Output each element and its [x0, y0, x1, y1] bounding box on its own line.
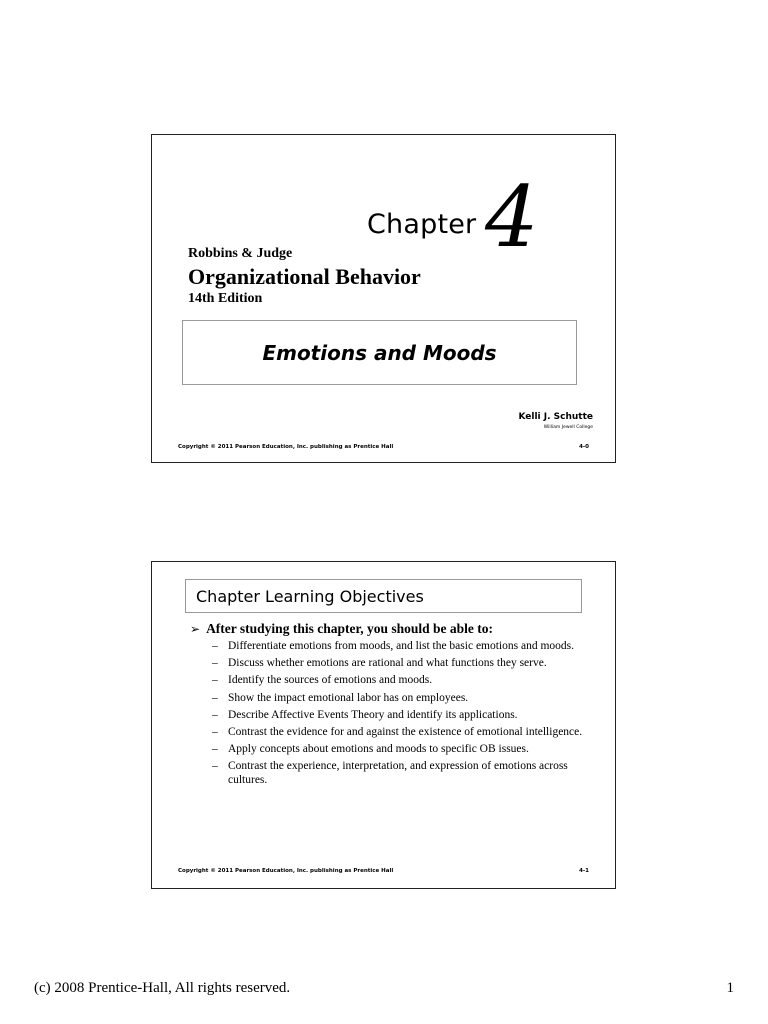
objectives-lead-text: After studying this chapter, you should be able to: — [206, 621, 493, 636]
objectives-list — [212, 640, 584, 791]
list-item: – Apply concepts about emotions and moods to specific OB issues. — [212, 743, 529, 756]
slide-number: 4-0 — [579, 444, 589, 450]
list-item: – Differentiate emotions from moods, and list the basic emotions and moods. — [212, 640, 575, 652]
presenter-name: Kelli J. Schutte — [518, 412, 593, 422]
edition: 14th Edition — [188, 291, 263, 306]
slide-copyright: Copyright © 2011 Pearson Education, Inc. publishing as Prentice Hall — [178, 444, 394, 450]
list-item: – Discuss whether emotions are rational and what functions they serve. — [212, 657, 547, 670]
page-footer: (c) 2008 Prentice-Hall, All rights reserved. — [34, 980, 291, 996]
list-item: – Show the impact emotional labor has on employees. — [212, 691, 469, 704]
chapter-title-box — [182, 320, 577, 385]
presenter-institution: William Jewell College — [543, 425, 593, 430]
list-item: – Contrast the experience, interpretation, and expression of emotions across cultures. — [212, 760, 568, 786]
chapter-label: Chapter — [367, 209, 477, 240]
chapter-number: 4 — [485, 168, 539, 266]
slide-number: 4-1 — [579, 868, 589, 874]
objectives-slide — [151, 561, 616, 889]
authors: Robbins & Judge — [188, 246, 293, 261]
objectives-header: Chapter Learning Objectives — [185, 579, 582, 613]
chapter-title: Emotions and Moods — [262, 340, 497, 365]
book-title: Organizational Behavior — [188, 264, 421, 289]
presenter — [518, 412, 593, 430]
title-slide — [151, 134, 616, 463]
objectives-lead — [190, 621, 493, 637]
arrow-bullet-icon: ➢ — [190, 622, 201, 636]
slide-copyright: Copyright © 2011 Pearson Education, Inc. publishing as Prentice Hall — [178, 868, 394, 874]
list-item: – Identify the sources of emotions and moods. — [212, 674, 433, 687]
list-item: – Describe Affective Events Theory and identify its applications. — [212, 708, 518, 721]
list-item: – Contrast the evidence for and against the existence of emotional intelligence. — [212, 726, 583, 739]
page-number: 1 — [726, 980, 734, 996]
